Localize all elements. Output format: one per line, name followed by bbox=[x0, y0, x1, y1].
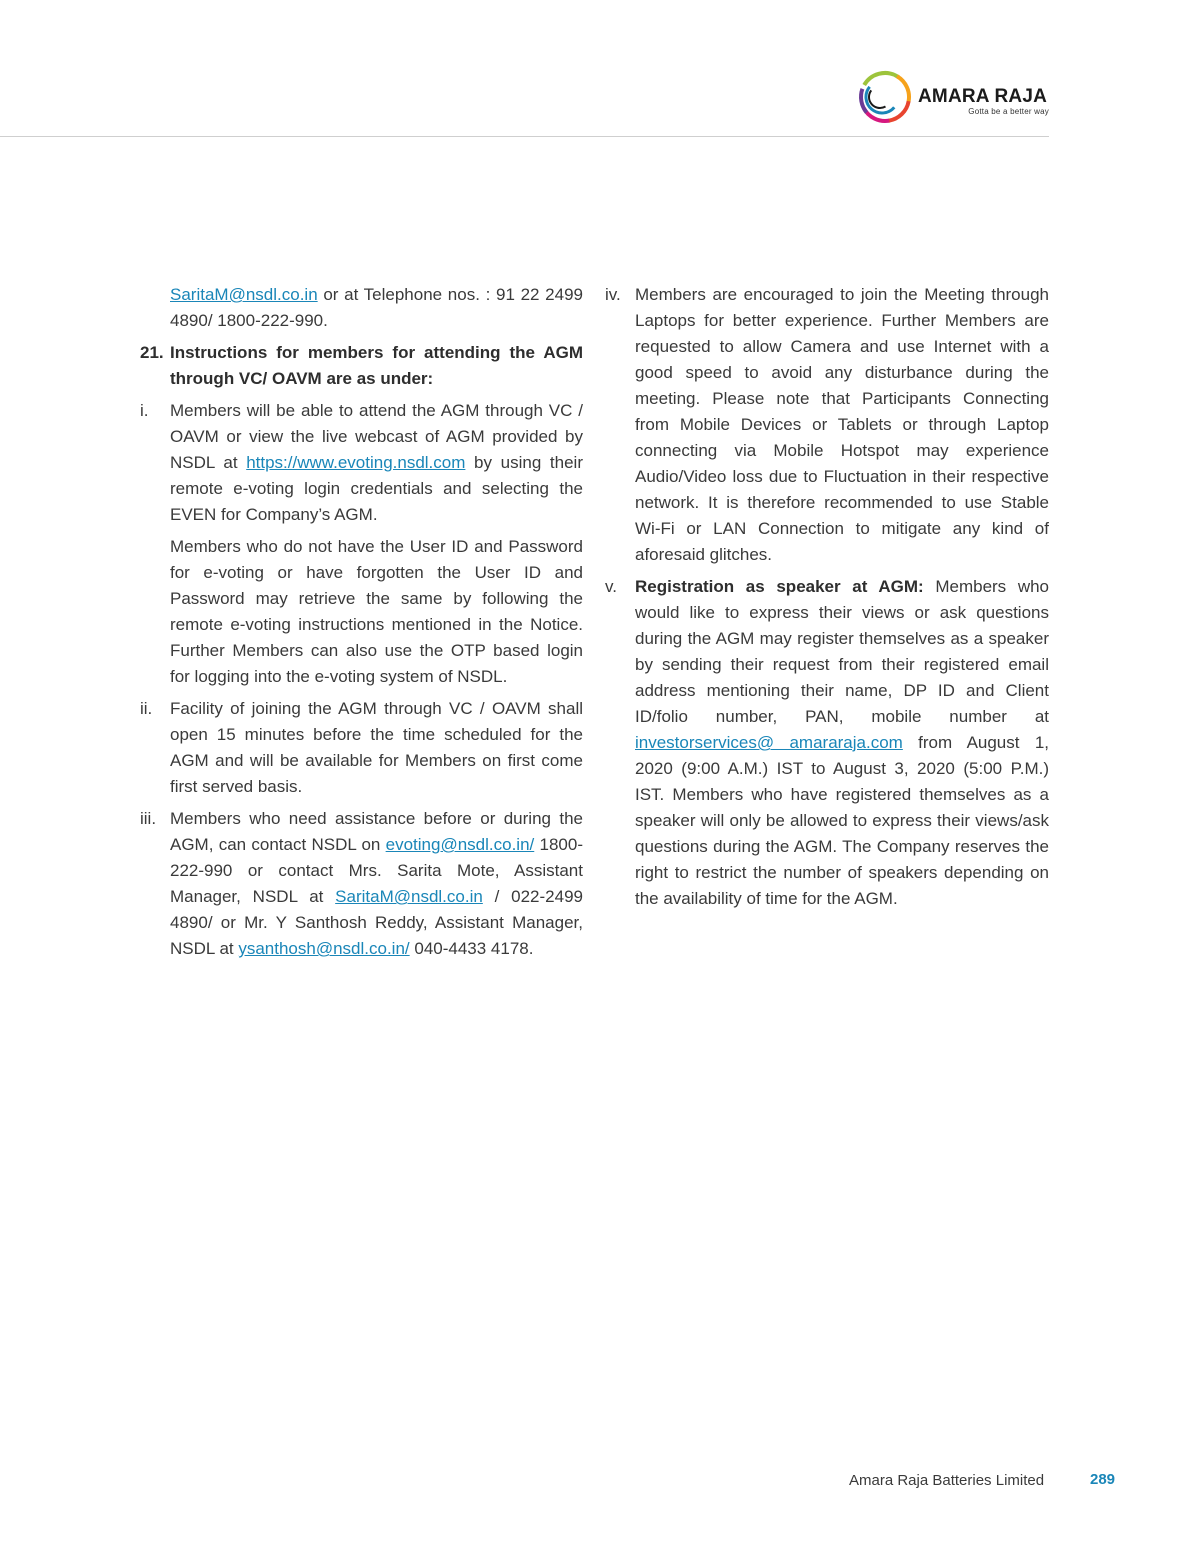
continuation-paragraph bbox=[140, 282, 583, 334]
section-21-heading: Instructions for members for attending the AGM through VC/ OAVM are as under: bbox=[170, 343, 583, 388]
item-iii-text-4: 040-4433 4178. bbox=[409, 939, 534, 958]
item-i-text-after: by using their remote e-voting login credentials and selecting the EVEN for Company’s AGM. bbox=[170, 453, 583, 524]
list-marker-ii: ii. bbox=[140, 699, 153, 718]
list-marker-iv: iv. bbox=[605, 285, 621, 304]
list-item-i-text bbox=[170, 398, 583, 528]
item-v-text-2: from August 1, 2020 (9:00 A.M.) IST to August 3, 2020 (5:00 P.M.) IST. Members who have registered themselves as a speaker will only be allowed to express their views/ask questions during the AGM. The Company reserves the right to restrict the number of speakers depending on the availability of time for the AGM. bbox=[635, 733, 1049, 908]
page-number: 289 bbox=[1090, 1471, 1116, 1488]
list-marker-iii: iii. bbox=[140, 809, 157, 828]
brand-name: AMARA RAJA bbox=[918, 86, 1048, 107]
list-marker-v: v. bbox=[605, 577, 617, 596]
list-marker-i: i. bbox=[140, 401, 149, 420]
footer-company-name: Amara Raja Batteries Limited bbox=[849, 1472, 1045, 1489]
list-item-iv-text: Members are encouraged to join the Meeting through Laptops for better experience. Further Members are requested to allow Camera and use Internet with a good speed to avoid any disturbance during the meeting. Please note that Participants Connecting from Mobile Devices or Tablets or through Laptop connecting via Mobile Hotspot may experience Audio/Video loss due to Fluctuation in their respective network. It is therefore recommended to use Stable Wi-Fi or LAN Connection to mitigate any kind of aforesaid glitches. bbox=[635, 285, 1049, 564]
list-item-iii-text bbox=[170, 806, 583, 962]
sarita-email-link[interactable]: SaritaM@nsdl.co.in bbox=[170, 285, 318, 304]
evoting-website-link[interactable]: https://www.evoting.nsdl.com bbox=[246, 453, 466, 472]
list-item-i-paragraph-2: Members who do not have the User ID and Password for e-voting or have forgotten the User ID and Password may retrieve the same by following the remote e-voting instructions mentioned in the Notice. Further Members can also use the OTP based login for logging into the e-voting system of NSDL. bbox=[170, 537, 583, 686]
amara-raja-logo-icon bbox=[858, 70, 912, 124]
speaker-registration-heading: Registration as speaker at AGM: bbox=[635, 577, 924, 596]
company-logo bbox=[858, 70, 1058, 124]
section-21-number: 21. bbox=[140, 343, 164, 362]
santhosh-email-link[interactable]: ysanthosh@nsdl.co.in/ bbox=[238, 939, 410, 958]
left-column bbox=[140, 282, 583, 968]
section-21 bbox=[140, 340, 583, 392]
list-item-ii bbox=[140, 696, 583, 800]
continuation-text: or at Telephone nos. : 91 22 2499 4890/ 1800-222-990. bbox=[170, 285, 583, 330]
list-item-ii-text: Facility of joining the AGM through VC / OAVM shall open 15 minutes before the time scheduled for the AGM and will be available for Members on first come first served basis. bbox=[170, 699, 583, 796]
evoting-email-link[interactable]: evoting@nsdl.co.in/ bbox=[385, 835, 535, 854]
investor-services-email-link[interactable]: investorservices@ amararaja.com bbox=[635, 733, 903, 752]
item-iii-text-2: 1800-222-990 or contact Mrs. Sarita Mote, Assistant Manager, NSDL at bbox=[170, 835, 583, 906]
item-v-text-1: Members who would like to express their views or ask questions during the AGM may register themselves as a speaker by sending their request from their registered email address mentioning their name, DP ID and Client ID/folio number, PAN, mobile number at bbox=[635, 577, 1050, 726]
item-iii-text-3: / 022-2499 4890/ or Mr. Y Santhosh Reddy, Assistant Manager, NSDL at bbox=[170, 887, 583, 958]
brand-tagline: Gotta be a better way bbox=[968, 107, 1049, 116]
sarita-email-link-2[interactable]: SaritaM@nsdl.co.in bbox=[335, 887, 483, 906]
list-item-iii bbox=[140, 806, 583, 962]
right-column bbox=[605, 282, 1049, 918]
list-item-v bbox=[605, 574, 1049, 912]
item-i-text-before: Members will be able to attend the AGM through VC / OAVM or view the live webcast of AGM provided by NSDL at bbox=[170, 401, 583, 472]
item-iii-text-1: Members who need assistance before or during the AGM, can contact NSDL on bbox=[170, 809, 583, 854]
header-divider bbox=[0, 136, 1049, 137]
list-item-i bbox=[140, 398, 583, 528]
list-item-v-text bbox=[635, 574, 1049, 912]
list-item-iv bbox=[605, 282, 1049, 568]
